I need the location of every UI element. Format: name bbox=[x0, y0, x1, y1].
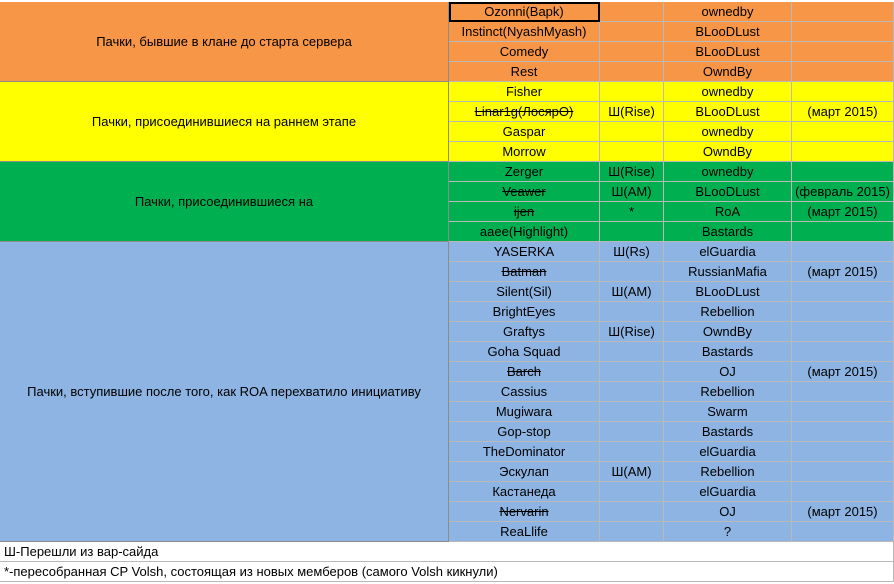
clan-cell[interactable] bbox=[664, 162, 792, 182]
clan-cell-text: OJ bbox=[719, 504, 736, 519]
clan-cell[interactable] bbox=[664, 362, 792, 382]
pack-name-cell[interactable] bbox=[449, 442, 600, 462]
date-cell-text: (март 2015) bbox=[807, 204, 878, 219]
pack-name-cell-text: Comedy bbox=[499, 44, 549, 59]
transfer-mark-cell[interactable] bbox=[600, 82, 664, 102]
date-cell-text: (март 2015) bbox=[807, 504, 878, 519]
clan-cell[interactable] bbox=[664, 422, 792, 442]
transfer-mark-cell-text: Ш(AM) bbox=[611, 184, 652, 199]
clan-cell[interactable] bbox=[664, 122, 792, 142]
pack-name-cell[interactable] bbox=[449, 342, 600, 362]
clan-cell-text: BLooDLust bbox=[695, 104, 760, 119]
date-cell[interactable] bbox=[792, 142, 894, 162]
date-cell[interactable] bbox=[792, 222, 894, 242]
empty-cell[interactable] bbox=[792, 542, 894, 562]
pack-name-cell[interactable] bbox=[449, 42, 600, 62]
clan-cell[interactable] bbox=[664, 142, 792, 162]
transfer-mark-cell-text: Ш(AM) bbox=[611, 284, 652, 299]
pack-name-cell[interactable] bbox=[449, 462, 600, 482]
transfer-mark-cell[interactable] bbox=[600, 282, 664, 302]
date-cell[interactable] bbox=[792, 162, 894, 182]
pack-name-cell-text: ijen bbox=[513, 204, 535, 219]
empty-cell[interactable] bbox=[792, 562, 894, 582]
pack-name-cell[interactable] bbox=[449, 422, 600, 442]
group-label-cell[interactable] bbox=[0, 242, 449, 542]
transfer-mark-cell[interactable] bbox=[600, 22, 664, 42]
transfer-mark-cell-text: * bbox=[628, 204, 635, 219]
transfer-mark-cell-text: Ш(Rise) bbox=[608, 164, 655, 179]
pack-name-cell[interactable] bbox=[449, 382, 600, 402]
transfer-mark-cell[interactable] bbox=[600, 162, 664, 182]
pack-name-cell-text: Эскулап bbox=[499, 464, 549, 479]
date-cell[interactable] bbox=[792, 502, 894, 522]
pack-name-cell-text: ReaLlife bbox=[500, 524, 548, 539]
clan-cell[interactable] bbox=[664, 402, 792, 422]
transfer-mark-cell[interactable] bbox=[600, 522, 664, 542]
clan-cell[interactable] bbox=[664, 302, 792, 322]
pack-name-cell-text: Silent(Sil) bbox=[496, 284, 552, 299]
transfer-mark-cell[interactable] bbox=[600, 142, 664, 162]
clan-cell[interactable] bbox=[664, 482, 792, 502]
date-cell[interactable] bbox=[792, 462, 894, 482]
pack-name-cell[interactable] bbox=[449, 142, 600, 162]
date-cell[interactable] bbox=[792, 342, 894, 362]
transfer-mark-cell[interactable] bbox=[600, 222, 664, 242]
date-cell[interactable] bbox=[792, 382, 894, 402]
pack-name-cell-text: Linar1g(ЛосярО) bbox=[474, 104, 574, 119]
clan-cell-text: Bastards bbox=[701, 344, 754, 359]
pack-name-cell[interactable] bbox=[449, 222, 600, 242]
clan-cell-text: OwndBy bbox=[702, 324, 753, 339]
pack-name-cell-text: Veawer bbox=[502, 184, 546, 199]
clan-cell-text: ownedby bbox=[701, 4, 754, 19]
transfer-mark-cell[interactable] bbox=[600, 302, 664, 322]
clan-cell-text: ownedby bbox=[701, 84, 754, 99]
date-cell[interactable] bbox=[792, 242, 894, 262]
pack-name-cell[interactable] bbox=[449, 182, 600, 202]
date-cell[interactable] bbox=[792, 362, 894, 382]
pack-name-cell[interactable] bbox=[449, 262, 600, 282]
group-label-cell[interactable] bbox=[0, 162, 449, 242]
pack-name-cell-text: Rest bbox=[510, 64, 538, 79]
pack-name-cell[interactable] bbox=[449, 362, 600, 382]
pack-name-cell-text: aaee(Highlight) bbox=[479, 224, 569, 239]
pack-name-cell[interactable] bbox=[449, 402, 600, 422]
pack-name-cell-text: Zerger bbox=[504, 164, 544, 179]
date-cell[interactable] bbox=[792, 482, 894, 502]
clan-cell-text: Rebellion bbox=[700, 304, 755, 319]
clan-cell[interactable] bbox=[664, 282, 792, 302]
date-cell[interactable] bbox=[792, 2, 894, 22]
clan-cell[interactable] bbox=[664, 102, 792, 122]
date-cell[interactable] bbox=[792, 62, 894, 82]
pack-name-cell-text: Gaspar bbox=[502, 124, 546, 139]
transfer-mark-cell[interactable] bbox=[600, 462, 664, 482]
clan-cell[interactable] bbox=[664, 62, 792, 82]
clan-cell-text: Rebellion bbox=[700, 384, 755, 399]
transfer-mark-cell[interactable] bbox=[600, 422, 664, 442]
date-cell[interactable] bbox=[792, 282, 894, 302]
clan-cell-text: BLooDLust bbox=[695, 184, 760, 199]
transfer-mark-cell-text: Ш(Rs) bbox=[613, 244, 650, 259]
clan-cell[interactable] bbox=[664, 202, 792, 222]
clan-cell[interactable] bbox=[664, 462, 792, 482]
date-cell[interactable] bbox=[792, 422, 894, 442]
pack-name-cell-text: TheDominator bbox=[482, 444, 566, 459]
clan-cell[interactable] bbox=[664, 242, 792, 262]
date-cell[interactable] bbox=[792, 202, 894, 222]
transfer-mark-cell[interactable] bbox=[600, 442, 664, 462]
clan-cell[interactable] bbox=[664, 222, 792, 242]
pack-name-cell-text: Mugiwara bbox=[495, 404, 553, 419]
clan-cell[interactable] bbox=[664, 182, 792, 202]
clan-cell-text: elGuardia bbox=[699, 444, 756, 459]
date-cell-text: (март 2015) bbox=[807, 104, 878, 119]
date-cell-text: (март 2015) bbox=[807, 364, 878, 379]
footnote-cell-text: *-пересобранная CP Volsh, состоящая из новых мемберов (самого Volsh кикнули) bbox=[4, 564, 498, 579]
pack-name-cell[interactable] bbox=[449, 82, 600, 102]
transfer-mark-cell-text: Ш(Rise) bbox=[608, 324, 655, 339]
pack-name-cell-text: YASERKA bbox=[493, 244, 555, 259]
clan-cell[interactable] bbox=[664, 262, 792, 282]
pack-name-cell-text: Cassius bbox=[500, 384, 548, 399]
transfer-mark-cell[interactable] bbox=[600, 102, 664, 122]
pack-name-cell[interactable] bbox=[449, 22, 600, 42]
clan-cell-text: OJ bbox=[719, 364, 736, 379]
date-cell[interactable] bbox=[792, 402, 894, 422]
date-cell[interactable] bbox=[792, 22, 894, 42]
footnote-cell[interactable] bbox=[0, 562, 792, 582]
clan-cell-text: BLooDLust bbox=[695, 284, 760, 299]
pack-name-cell[interactable] bbox=[449, 202, 600, 222]
pack-name-cell[interactable] bbox=[449, 242, 600, 262]
clan-cell[interactable] bbox=[664, 322, 792, 342]
date-cell-text: (февраль 2015) bbox=[795, 184, 890, 199]
transfer-mark-cell-text: Ш(AM) bbox=[611, 464, 652, 479]
date-cell[interactable] bbox=[792, 82, 894, 102]
transfer-mark-cell[interactable] bbox=[600, 2, 664, 22]
clan-cell-text: ownedby bbox=[701, 164, 754, 179]
transfer-mark-cell[interactable] bbox=[600, 482, 664, 502]
clan-cell[interactable] bbox=[664, 442, 792, 462]
pack-name-cell[interactable] bbox=[449, 482, 600, 502]
transfer-mark-cell[interactable] bbox=[600, 382, 664, 402]
clan-cell-text: OwndBy bbox=[702, 64, 753, 79]
transfer-mark-cell[interactable] bbox=[600, 182, 664, 202]
transfer-mark-cell[interactable] bbox=[600, 322, 664, 342]
clan-cell[interactable] bbox=[664, 82, 792, 102]
footnote-cell-text: Ш-Перешли из вар-сайда bbox=[4, 544, 159, 559]
pack-name-cell-text: Кастанеда bbox=[492, 484, 556, 499]
transfer-mark-cell[interactable] bbox=[600, 262, 664, 282]
transfer-mark-cell[interactable] bbox=[600, 62, 664, 82]
transfer-mark-cell[interactable] bbox=[600, 242, 664, 262]
pack-name-cell-text: Fisher bbox=[505, 84, 543, 99]
clan-cell-text: OwndBy bbox=[702, 144, 753, 159]
clan-cell-text: ? bbox=[723, 524, 732, 539]
group-label-cell-text: Пачки, бывшие в клане до старта сервера bbox=[96, 34, 352, 49]
date-cell[interactable] bbox=[792, 322, 894, 342]
date-cell[interactable] bbox=[792, 122, 894, 142]
date-cell[interactable] bbox=[792, 182, 894, 202]
transfer-mark-cell[interactable] bbox=[600, 42, 664, 62]
clan-cell[interactable] bbox=[664, 2, 792, 22]
pack-name-cell-text: Gop-stop bbox=[497, 424, 551, 439]
clan-cell-text: Swarm bbox=[707, 404, 748, 419]
pack-name-cell-text: Nervarin bbox=[499, 504, 549, 519]
pack-name-cell[interactable] bbox=[449, 502, 600, 522]
transfer-mark-cell[interactable] bbox=[600, 402, 664, 422]
pack-name-cell[interactable] bbox=[449, 322, 600, 342]
pack-name-cell[interactable] bbox=[449, 162, 600, 182]
clan-cell-text: elGuardia bbox=[699, 484, 756, 499]
pack-name-cell-text: Batman bbox=[501, 264, 547, 279]
pack-name-cell-text: Barch bbox=[507, 364, 541, 379]
date-cell[interactable] bbox=[792, 522, 894, 542]
clan-cell-text: Rebellion bbox=[700, 464, 755, 479]
clan-cell-text: RoA bbox=[714, 204, 741, 219]
pack-name-cell[interactable] bbox=[449, 302, 600, 322]
clan-cell[interactable] bbox=[664, 382, 792, 402]
pack-name-cell-text: Morrow bbox=[502, 144, 546, 159]
date-cell[interactable] bbox=[792, 42, 894, 62]
pack-name-cell-text: Goha Squad bbox=[487, 344, 561, 359]
group-label-cell-text: Пачки, присоединившиеся на раннем этапе bbox=[91, 114, 357, 129]
group-label-cell-text: Пачки, присоединившиеся на bbox=[134, 194, 314, 209]
clan-cell[interactable] bbox=[664, 502, 792, 522]
transfer-mark-cell[interactable] bbox=[600, 122, 664, 142]
transfer-mark-cell[interactable] bbox=[600, 502, 664, 522]
group-label-cell[interactable] bbox=[0, 2, 449, 82]
clan-cell-text: RussianMafia bbox=[688, 264, 767, 279]
pack-name-cell[interactable] bbox=[449, 62, 600, 82]
date-cell[interactable] bbox=[792, 442, 894, 462]
date-cell[interactable] bbox=[792, 102, 894, 122]
clan-cell-text: ownedby bbox=[701, 124, 754, 139]
clan-cell[interactable] bbox=[664, 342, 792, 362]
transfer-mark-cell[interactable] bbox=[600, 342, 664, 362]
pack-name-cell[interactable] bbox=[449, 282, 600, 302]
pack-name-cell-text: Ozonni(Bapk) bbox=[484, 4, 564, 19]
clan-cell[interactable] bbox=[664, 522, 792, 542]
transfer-mark-cell[interactable] bbox=[600, 362, 664, 382]
transfer-mark-cell-text: Ш(Rise) bbox=[608, 104, 655, 119]
footnote-cell[interactable] bbox=[0, 542, 792, 562]
pack-name-cell[interactable] bbox=[449, 122, 600, 142]
date-cell[interactable] bbox=[792, 302, 894, 322]
transfer-mark-cell[interactable] bbox=[600, 202, 664, 222]
clan-cell[interactable] bbox=[664, 22, 792, 42]
pack-name-cell-text: Instinct(NyashMyash) bbox=[461, 24, 587, 39]
clan-cell-text: elGuardia bbox=[699, 244, 756, 259]
date-cell-text: (март 2015) bbox=[807, 264, 878, 279]
clan-cell-text: BLooDLust bbox=[695, 44, 760, 59]
clan-cell[interactable] bbox=[664, 42, 792, 62]
clan-cell-text: BLooDLust bbox=[695, 24, 760, 39]
pack-name-cell[interactable] bbox=[449, 102, 600, 122]
pack-name-cell-text: Graftys bbox=[503, 324, 545, 339]
clan-cell-text: Bastards bbox=[701, 224, 754, 239]
group-label-cell-text: Пачки, вступившие после того, как ROA перехватило инициативу bbox=[27, 384, 421, 399]
pack-name-cell-text: BrightEyes bbox=[492, 304, 556, 319]
date-cell[interactable] bbox=[792, 262, 894, 282]
pack-name-cell[interactable] bbox=[449, 522, 600, 542]
group-label-cell[interactable] bbox=[0, 82, 449, 162]
pack-name-cell[interactable] bbox=[449, 2, 600, 22]
clan-cell-text: Bastards bbox=[701, 424, 754, 439]
